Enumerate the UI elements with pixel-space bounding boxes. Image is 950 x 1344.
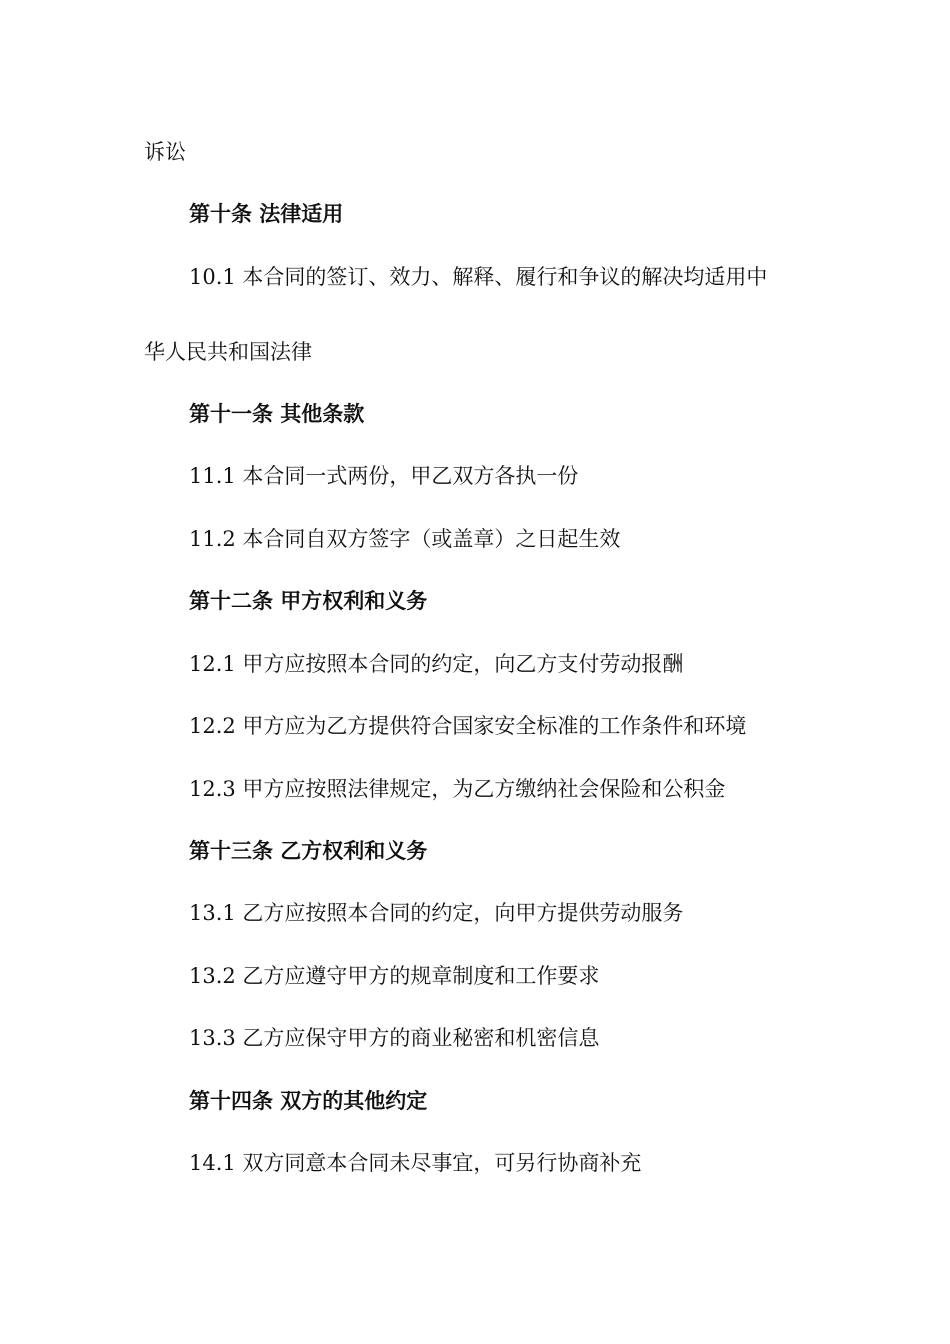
article-10-heading: 第十条 法律适用 (189, 201, 344, 226)
article-14-heading: 第十四条 双方的其他约定 (189, 1088, 428, 1113)
clause-11-2: 11.2 本合同自双方签字（或盖章）之日起生效 (189, 527, 621, 551)
clause-13-3: 13.3 乙方应保守甲方的商业秘密和机密信息 (189, 1026, 600, 1050)
clause-11-1: 11.1 本合同一式两份，甲乙双方各执一份 (189, 464, 579, 488)
clause-13-1: 13.1 乙方应按照本合同的约定，向甲方提供劳动服务 (189, 901, 684, 925)
clause-12-3: 12.3 甲方应按照法律规定，为乙方缴纳社会保险和公积金 (189, 777, 726, 801)
clause-13-2: 13.2 乙方应遵守甲方的规章制度和工作要求 (189, 964, 600, 988)
article-11-heading: 第十一条 其他条款 (189, 401, 365, 426)
clause-14-1: 14.1 双方同意本合同未尽事宜，可另行协商补充 (189, 1151, 642, 1175)
clause-10-1: 10.1 本合同的签订、效力、解释、履行和争议的解决均适用中 (189, 265, 768, 289)
clause-10-1-continued: 华人民共和国法律 (144, 340, 312, 364)
clause-12-1: 12.1 甲方应按照本合同的约定，向乙方支付劳动报酬 (189, 652, 684, 676)
clause-12-2: 12.2 甲方应为乙方提供符合国家安全标准的工作条件和环境 (189, 714, 747, 738)
article-12-heading: 第十二条 甲方权利和义务 (189, 588, 428, 613)
article-13-heading: 第十三条 乙方权利和义务 (189, 838, 428, 863)
continued-text-line: 诉讼 (144, 140, 186, 164)
